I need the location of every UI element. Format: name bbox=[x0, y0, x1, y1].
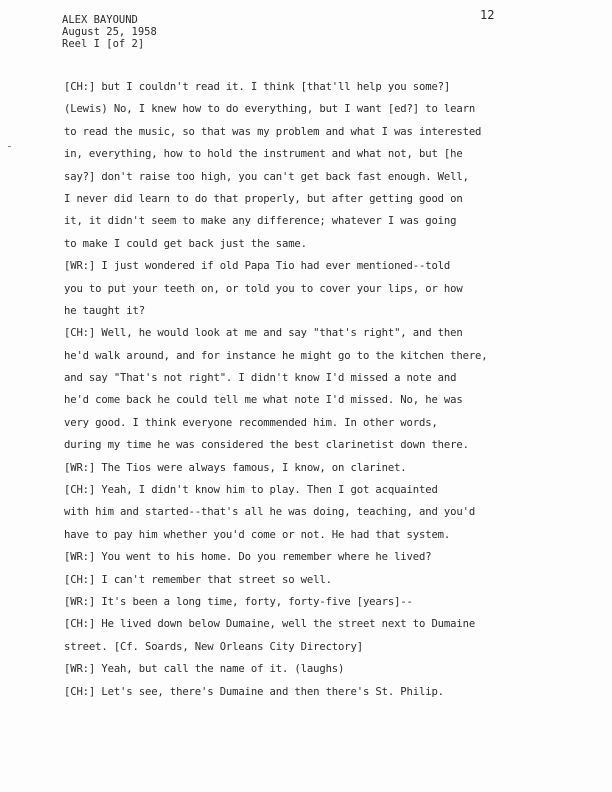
transcript-line: [WR:] I just wondered if old Papa Tio had ever mentioned--told bbox=[64, 260, 451, 273]
header-date: August 25, 1958 bbox=[62, 26, 157, 38]
transcript-line: during my time he was considered the best clarinetist down there. bbox=[64, 439, 469, 452]
header-name: ALEX BAYOUND bbox=[62, 14, 138, 26]
transcript-line: to read the music, so that was my problem and what I was interested bbox=[64, 125, 482, 138]
transcript-line: with him and started--that's all he was doing, teaching, and you'd bbox=[64, 506, 476, 519]
transcript-line: it, it didn't seem to make any difference; whatever I was going bbox=[64, 215, 457, 228]
transcript-line: [CH:] Yeah, I didn't know him to play. Then I got acquainted bbox=[64, 484, 438, 497]
transcript-line: he'd walk around, and for instance he might go to the kitchen there, bbox=[64, 349, 488, 362]
transcript-line: I never did learn to do that properly, but after getting good on bbox=[64, 192, 463, 205]
transcript-line: [WR:] The Tios were always famous, I know, on clarinet. bbox=[64, 461, 407, 474]
document-header bbox=[62, 14, 157, 50]
transcript-body bbox=[64, 76, 584, 703]
transcript-line: say?] don't raise too high, you can't get back fast enough. Well, bbox=[64, 170, 469, 183]
transcript-line: [CH:] Well, he would look at me and say "that's right", and then bbox=[64, 327, 463, 340]
transcript-line: [CH:] Let's see, there's Dumaine and then there's St. Philip. bbox=[64, 685, 444, 698]
transcript-line: he taught it? bbox=[64, 304, 145, 317]
transcript-line: in, everything, how to hold the instrument and what not, but [he bbox=[64, 148, 463, 161]
margin-mark bbox=[8, 146, 11, 147]
transcript-line: [CH:] I can't remember that street so well. bbox=[64, 573, 332, 586]
transcript-line: (Lewis) No, I knew how to do everything, but I want [ed?] to learn bbox=[64, 103, 476, 116]
transcript-line: street. [Cf. Soards, New Orleans City Directory] bbox=[64, 640, 363, 653]
transcript-line: you to put your teeth on, or told you to cover your lips, or how bbox=[64, 282, 463, 295]
transcript-line: very good. I think everyone recommended him. In other words, bbox=[64, 416, 438, 429]
transcript-line: to make I could get back just the same. bbox=[64, 237, 307, 250]
transcript-line: [WR:] It's been a long time, forty, forty-five [years]-- bbox=[64, 595, 413, 608]
transcript-line: have to pay him whether you'd come or not. He had that system. bbox=[64, 528, 451, 541]
transcript-line: [CH:] He lived down below Dumaine, well the street next to Dumaine bbox=[64, 618, 476, 631]
transcript-line: [WR:] Yeah, but call the name of it. (laughs) bbox=[64, 663, 345, 676]
transcript-line: he'd come back he could tell me what note I'd missed. No, he was bbox=[64, 394, 463, 407]
transcript-line: and say "That's not right". I didn't know I'd missed a note and bbox=[64, 372, 457, 385]
page-number: 12 bbox=[480, 8, 495, 22]
header-reel: Reel I [of 2] bbox=[62, 38, 145, 50]
transcript-line: [CH:] but I couldn't read it. I think [that'll help you some?] bbox=[64, 81, 451, 93]
transcript-line: [WR:] You went to his home. Do you remember where he lived? bbox=[64, 551, 432, 564]
